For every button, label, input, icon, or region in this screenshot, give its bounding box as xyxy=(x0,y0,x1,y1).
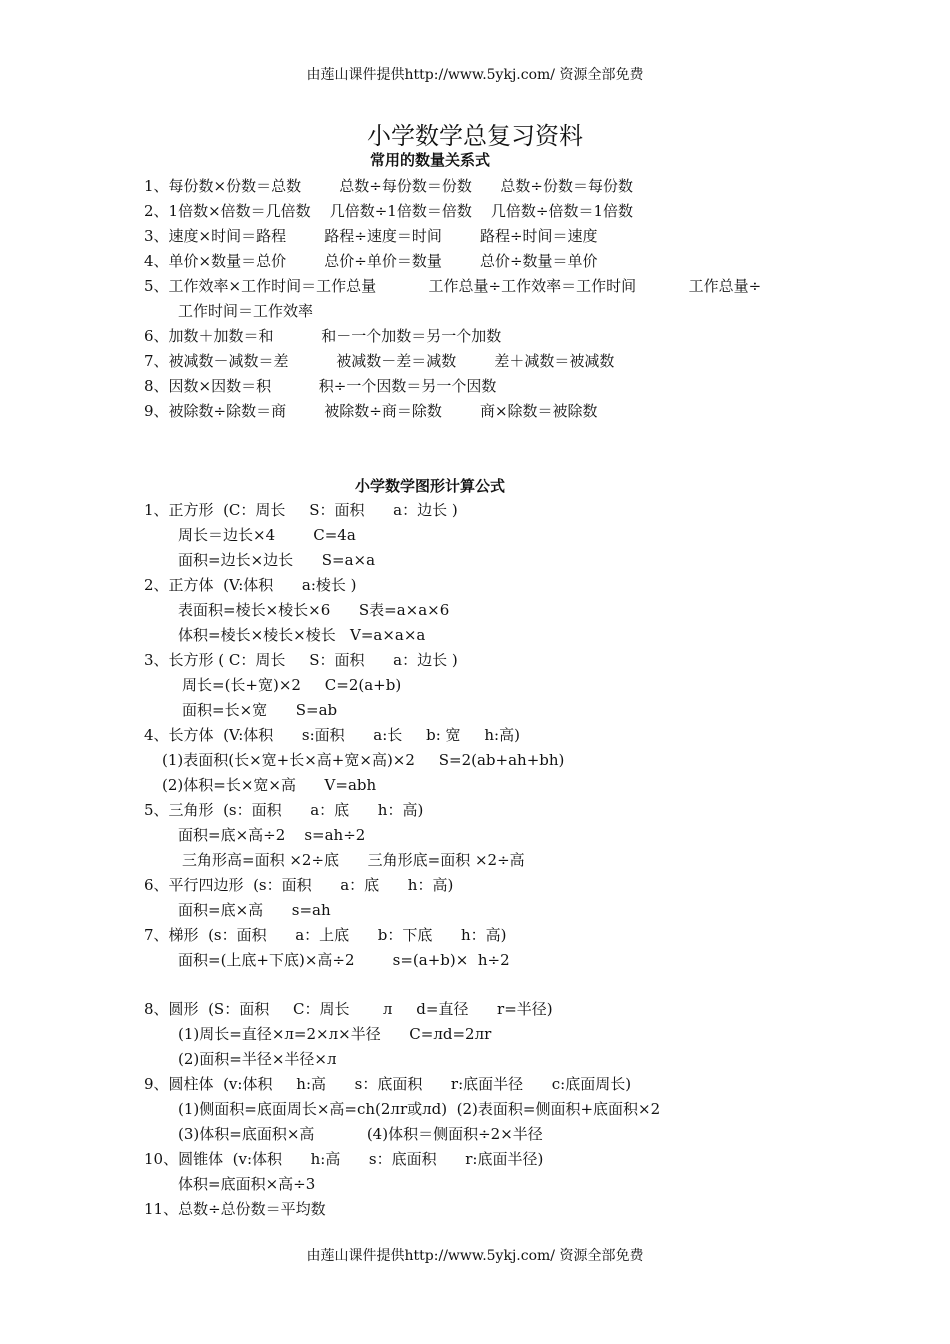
formula-line: 6、加数＋加数＝和 和－一个加数＝另一个加数 xyxy=(144,327,502,345)
formula-line: 9、被除数÷除数＝商 被除数÷商＝除数 商×除数＝被除数 xyxy=(144,402,598,420)
formula-line: 体积=棱长×棱长×棱长 V=a×a×a xyxy=(178,626,426,644)
formula-line: 2、正方体 (V:体积 a:棱长 ) xyxy=(144,576,357,594)
formula-line: (1)表面积(长×宽+长×高+宽×高)×2 S=2(ab+ah+bh) xyxy=(162,751,565,769)
formula-line: 表面积=棱长×棱长×6 S表=a×a×6 xyxy=(178,601,450,619)
formula-line: 3、速度×时间＝路程 路程÷速度＝时间 路程÷时间＝速度 xyxy=(144,227,598,245)
formula-line: 8、因数×因数＝积 积÷一个因数＝另一个因数 xyxy=(144,377,497,395)
formula-line: 工作时间＝工作效率 xyxy=(178,302,314,320)
formula-line: (1)周长=直径×л=2×л×半径 C=лd=2лr xyxy=(178,1025,492,1043)
formula-line: 7、梯形 (s：面积 a：上底 b：下底 h：高) xyxy=(144,926,507,944)
formula-line: 1、每份数×份数＝总数 总数÷每份数＝份数 总数÷份数＝每份数 xyxy=(144,177,634,195)
formula-line: 面积=(上底+下底)×高÷2 s=(a+b)× h÷2 xyxy=(178,951,510,969)
formula-line: 5、三角形 (s：面积 a：底 h：高) xyxy=(144,801,424,819)
section-heading-geometry-formulas: 小学数学图形计算公式 xyxy=(354,477,505,495)
formula-line: 5、工作效率×工作时间＝工作总量 工作总量÷工作效率＝工作时间 工作总量÷ xyxy=(144,277,762,295)
formula-line: (1)侧面积=底面周长×高=ch(2лr或лd) (2)表面积=侧面积+底面积×2 xyxy=(178,1100,661,1118)
page-title: 小学数学总复习资料 xyxy=(367,122,583,150)
formula-line: 周长=(长+宽)×2 C=2(a+b) xyxy=(182,676,402,694)
formula-line: 面积=长×宽 S=ab xyxy=(182,701,338,719)
formula-line: 面积=边长×边长 S=a×a xyxy=(178,551,376,569)
formula-line: 9、圆柱体 (v:体积 h:高 s：底面积 r:底面半径 c:底面周长) xyxy=(144,1075,632,1093)
formula-line: 7、被减数－减数＝差 被减数－差＝减数 差＋减数＝被减数 xyxy=(144,352,615,370)
formula-line: 体积=底面积×高÷3 xyxy=(178,1175,316,1193)
formula-line: (3)体积=底面积×高 (4)体积＝侧面积÷2×半径 xyxy=(178,1125,543,1143)
formula-line: 3、长方形 ( C：周长 S：面积 a：边长 ) xyxy=(144,651,458,669)
formula-line: 三角形高=面积 ×2÷底 三角形底=面积 ×2÷高 xyxy=(182,851,525,869)
formula-line: 8、圆形 (S：面积 C：周长 л d=直径 r=半径) xyxy=(144,1000,553,1018)
page-footer: 由莲山课件提供http://www.5ykj.com/ 资源全部免费 xyxy=(306,1248,644,1264)
section-heading-quantity-relations: 常用的数量关系式 xyxy=(369,151,490,169)
formula-line: 6、平行四边形 (s：面积 a：底 h：高) xyxy=(144,876,454,894)
formula-line: 11、总数÷总份数＝平均数 xyxy=(144,1200,326,1218)
formula-line: 面积=底×高÷2 s=ah÷2 xyxy=(178,826,366,844)
formula-line: 2、1倍数×倍数＝几倍数 几倍数÷1倍数＝倍数 几倍数÷倍数＝1倍数 xyxy=(144,202,634,220)
formula-line: (2)体积=长×宽×高 V=abh xyxy=(162,776,377,794)
formula-line: 面积=底×高 s=ah xyxy=(178,901,331,919)
formula-line: 周长＝边长×4 C=4a xyxy=(178,526,356,544)
formula-line: 1、正方形 (C：周长 S：面积 a：边长 ) xyxy=(144,501,458,519)
formula-line: 10、圆锥体 (v:体积 h:高 s：底面积 r:底面半径) xyxy=(144,1150,544,1168)
formula-line: (2)面积=半径×半径×л xyxy=(178,1050,337,1068)
formula-line: 4、长方体 (V:体积 s:面积 a:长 b: 宽 h:高) xyxy=(144,726,520,744)
page-header: 由莲山课件提供http://www.5ykj.com/ 资源全部免费 xyxy=(306,67,644,83)
formula-line: 4、单价×数量＝总价 总价÷单价＝数量 总价÷数量＝单价 xyxy=(144,252,598,270)
